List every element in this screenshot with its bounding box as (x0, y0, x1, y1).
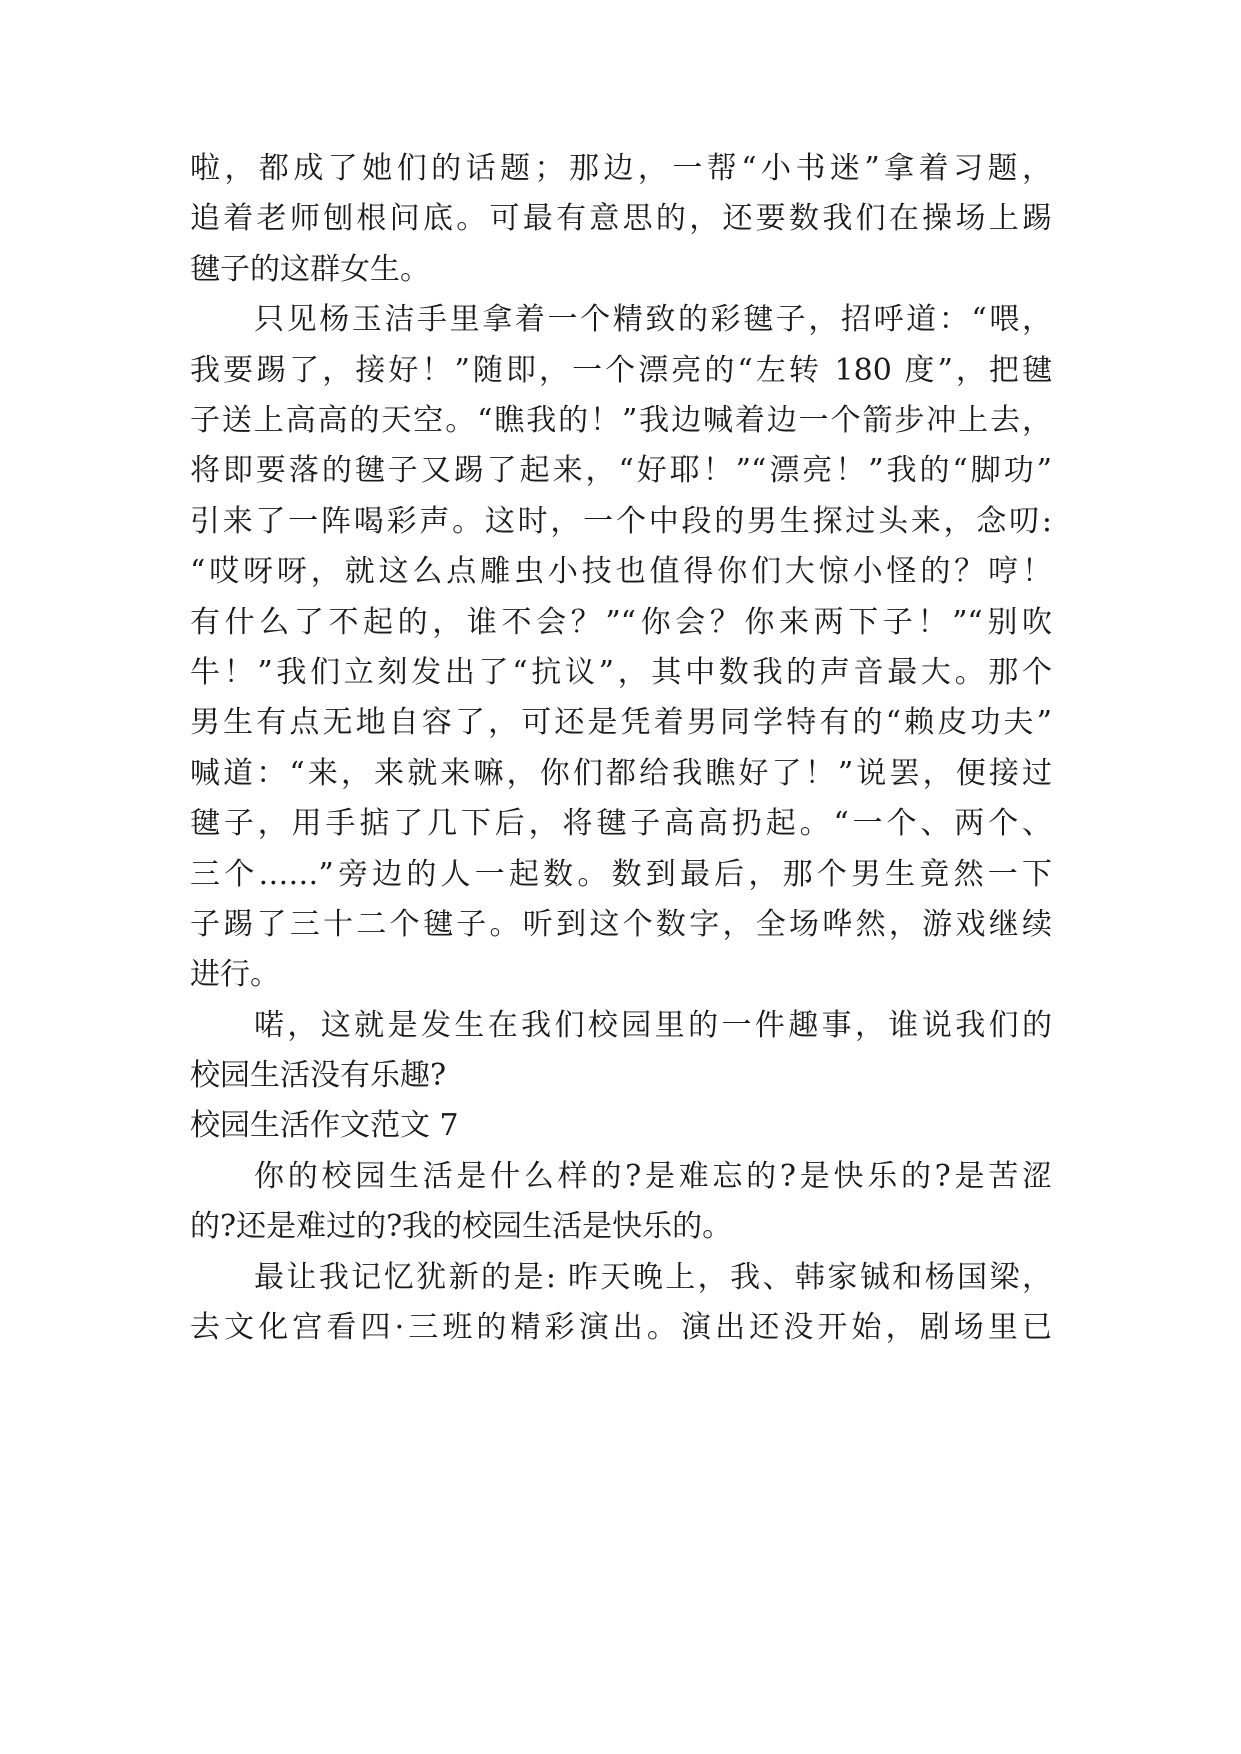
text-line: 的?还是难过的?我的校园生活是快乐的。 (190, 1209, 733, 1244)
section-heading: 校园生活作文范文 7 (190, 1108, 459, 1143)
text-line: 去文化宫看四·三班的精彩演出。演出还没开始，剧场里已 (190, 1310, 1052, 1345)
text-line: 将即要落的毽子又踢了起来，“好耶！”“漂亮！”我的“脚功” (190, 453, 1052, 488)
text-line: 男生有点无地自容了，可还是凭着男同学特有的“赖皮功夫” (190, 705, 1052, 740)
text-line: 三个……”旁边的人一起数。数到最后，那个男生竟然一下 (190, 857, 1052, 892)
text-line: 毽子的这群女生。 (190, 252, 430, 287)
text-line: 追着老师刨根问底。可最有意思的，还要数我们在操场上踢 (190, 201, 1052, 236)
text-line: 喏，这就是发生在我们校园里的一件趣事，谁说我们的 (254, 1008, 1052, 1043)
text-line: 毽子，用手掂了几下后，将毽子高高扔起。“一个、两个、 (190, 806, 1052, 841)
text-line: 牛！”我们立刻发出了“抗议”，其中数我的声音最大。那个 (190, 655, 1052, 690)
text-line: 进行。 (190, 957, 280, 992)
text-line: 你的校园生活是什么样的?是难忘的?是快乐的?是苦涩 (254, 1159, 1052, 1194)
text-line: 子踢了三十二个毽子。听到这个数字，全场哗然，游戏继续 (190, 907, 1052, 942)
text-line: 子送上高高的天空。“瞧我的！”我边喊着边一个箭步冲上去， (190, 403, 1052, 438)
text-line: 引来了一阵喝彩声。这时，一个中段的男生探过头来，念叨: (190, 504, 1052, 539)
text-line: 啦，都成了她们的话题；那边，一帮“小书迷”拿着习题， (190, 151, 1052, 186)
text-line: 只见杨玉洁手里拿着一个精致的彩毽子，招呼道：“喂， (254, 302, 1052, 337)
text-line: 校园生活没有乐趣? (190, 1058, 447, 1093)
text-line: 喊道：“来，来就来嘛，你们都给我瞧好了！”说罢，便接过 (190, 756, 1052, 791)
text-line: 最让我记忆犹新的是: 昨天晚上，我、韩家铖和杨国梁， (254, 1260, 1052, 1295)
text-line: 我要踢了，接好！”随即，一个漂亮的“左转 180 度”，把毽 (190, 353, 1052, 388)
text-line: 有什么了不起的，谁不会？”“你会？你来两下子！”“别吹 (190, 605, 1052, 640)
text-line: “哎呀呀，就这么点雕虫小技也值得你们大惊小怪的？哼！ (190, 554, 1052, 589)
